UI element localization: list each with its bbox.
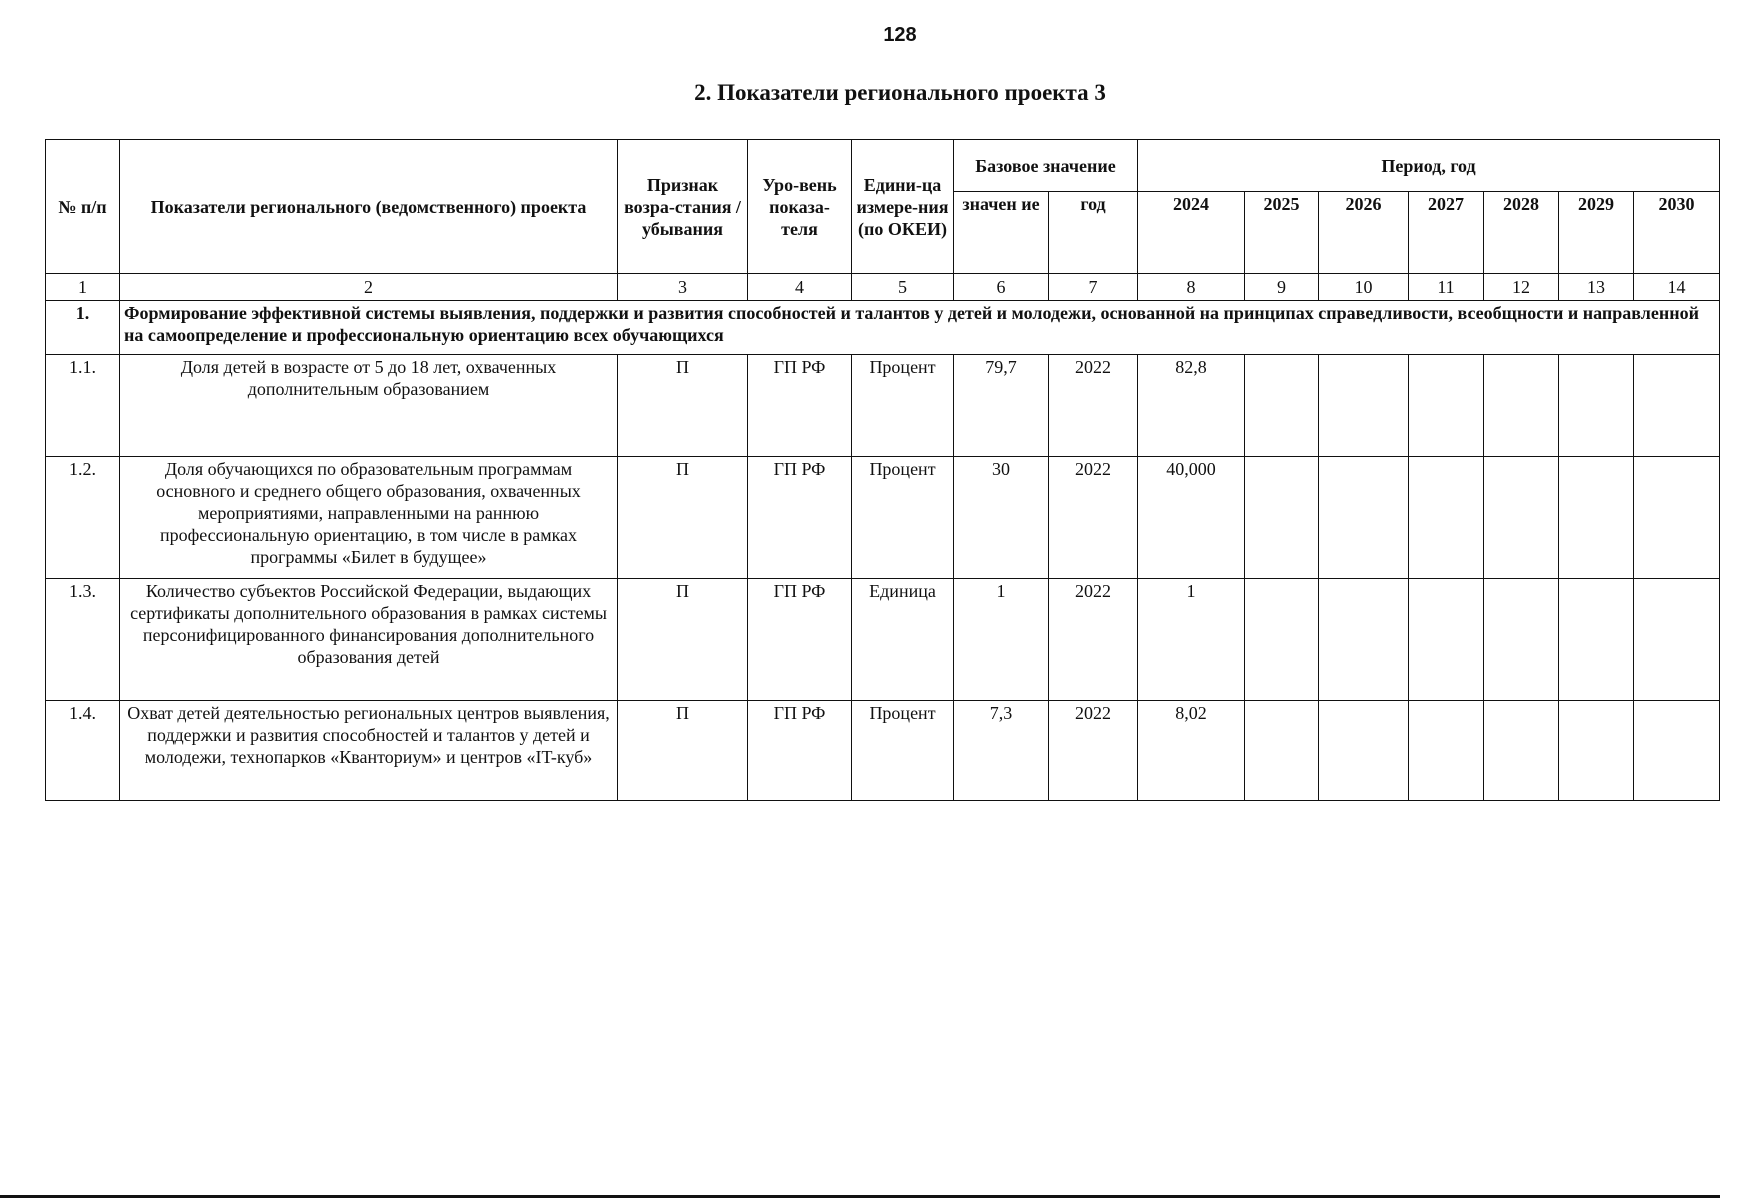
column-number: 5	[852, 274, 954, 301]
row-value-2026	[1319, 457, 1409, 579]
row-value-2027	[1409, 701, 1484, 801]
row-value-2025	[1245, 579, 1319, 701]
row-value-2026	[1319, 355, 1409, 457]
row-value-2027	[1409, 579, 1484, 701]
row-value-2030	[1634, 355, 1720, 457]
table-row	[46, 457, 1720, 579]
row-value-2030	[1634, 701, 1720, 801]
row-value-2029	[1559, 355, 1634, 457]
row-value-2025	[1245, 701, 1319, 801]
header-year: 2025	[1245, 192, 1319, 274]
table-row	[46, 355, 1720, 457]
column-number: 2	[120, 274, 618, 301]
row-level: ГП РФ	[748, 701, 852, 801]
row-sign: П	[618, 701, 748, 801]
row-sign: П	[618, 355, 748, 457]
row-base-value: 7,3	[954, 701, 1049, 801]
header-indicator: Показатели регионального (ведомственного) проекта	[120, 140, 618, 274]
row-value-2027	[1409, 355, 1484, 457]
row-unit: Процент	[852, 355, 954, 457]
header-row-top	[46, 140, 1720, 192]
row-base-value: 30	[954, 457, 1049, 579]
header-base-value: значен ие	[954, 192, 1049, 274]
row-value-2030	[1634, 457, 1720, 579]
column-number: 6	[954, 274, 1049, 301]
header-level: Уро-вень показа-теля	[748, 140, 852, 274]
document-title: 2. Показатели регионального проекта 3	[694, 80, 1106, 105]
column-number: 9	[1245, 274, 1319, 301]
column-number: 12	[1484, 274, 1559, 301]
row-value-2029	[1559, 701, 1634, 801]
row-base-year: 2022	[1049, 457, 1138, 579]
row-value-2026	[1319, 579, 1409, 701]
column-number: 14	[1634, 274, 1720, 301]
header-year: 2028	[1484, 192, 1559, 274]
row-value-2028	[1484, 457, 1559, 579]
section-num: 1.	[46, 301, 120, 355]
column-number: 1	[46, 274, 120, 301]
row-value-2029	[1559, 579, 1634, 701]
column-number: 7	[1049, 274, 1138, 301]
row-unit: Процент	[852, 701, 954, 801]
header-unit: Едини-ца измере-ния (по ОКЕИ)	[852, 140, 954, 274]
table-row	[46, 701, 1720, 801]
row-base-year: 2022	[1049, 355, 1138, 457]
column-number: 4	[748, 274, 852, 301]
row-indicator: Охват детей деятельностью региональных центров выявления, поддержки и развития способностей и талантов у детей и молодежи, технопарков «Кванториум» и центров «IT-куб»	[120, 701, 618, 801]
section-text: Формирование эффективной системы выявления, поддержки и развития способностей и талантов у детей и молодежи, основанной на принципах справедливости, всеобщности и направленной на самоопределение и профессиональную ориентацию всех обучающихся	[120, 301, 1720, 355]
row-base-year: 2022	[1049, 701, 1138, 801]
row-indicator: Количество субъектов Российской Федерации, выдающих сертификаты дополнительного образования в рамках системы персонифицированного финансирования дополнительного образования детей	[120, 579, 618, 701]
indicators-table	[45, 139, 1720, 801]
section-row	[46, 301, 1720, 355]
row-base-year: 2022	[1049, 579, 1138, 701]
header-base-group: Базовое значение	[954, 140, 1138, 192]
row-value-2027	[1409, 457, 1484, 579]
page-number: 128	[883, 24, 917, 46]
row-value-2024: 82,8	[1138, 355, 1245, 457]
header-year: 2030	[1634, 192, 1720, 274]
table-row	[46, 579, 1720, 701]
column-number: 8	[1138, 274, 1245, 301]
row-value-2026	[1319, 701, 1409, 801]
row-level: ГП РФ	[748, 579, 852, 701]
row-indicator: Доля детей в возрасте от 5 до 18 лет, охваченных дополнительным образованием	[120, 355, 618, 457]
row-value-2028	[1484, 701, 1559, 801]
row-indicator: Доля обучающихся по образовательным программам основного и среднего общего образования, охваченных мероприятиями, направленными на раннюю профессиональную ориентацию, в том числе в рамках программы «Билет в будущее»	[120, 457, 618, 579]
row-unit: Процент	[852, 457, 954, 579]
column-number: 13	[1559, 274, 1634, 301]
row-value-2025	[1245, 457, 1319, 579]
header-year: 2029	[1559, 192, 1634, 274]
row-value-2024: 8,02	[1138, 701, 1245, 801]
row-value-2028	[1484, 579, 1559, 701]
row-value-2029	[1559, 457, 1634, 579]
row-value-2025	[1245, 355, 1319, 457]
page-bottom-divider	[0, 1195, 1720, 1198]
header-year: 2027	[1409, 192, 1484, 274]
header-num: № п/п	[46, 140, 120, 274]
header-year: 2024	[1138, 192, 1245, 274]
column-number: 10	[1319, 274, 1409, 301]
header-sign: Признак возра-стания / убывания	[618, 140, 748, 274]
row-sign: П	[618, 457, 748, 579]
row-base-value: 79,7	[954, 355, 1049, 457]
row-value-2028	[1484, 355, 1559, 457]
column-number: 3	[618, 274, 748, 301]
row-num: 1.4.	[46, 701, 120, 801]
row-unit: Единица	[852, 579, 954, 701]
row-value-2024: 1	[1138, 579, 1245, 701]
row-value-2024: 40,000	[1138, 457, 1245, 579]
row-level: ГП РФ	[748, 355, 852, 457]
row-num: 1.2.	[46, 457, 120, 579]
column-number: 11	[1409, 274, 1484, 301]
header-year: 2026	[1319, 192, 1409, 274]
header-period-group: Период, год	[1138, 140, 1720, 192]
header-base-year: год	[1049, 192, 1138, 274]
row-num: 1.3.	[46, 579, 120, 701]
row-value-2030	[1634, 579, 1720, 701]
row-sign: П	[618, 579, 748, 701]
row-level: ГП РФ	[748, 457, 852, 579]
row-base-value: 1	[954, 579, 1049, 701]
column-number-row	[46, 274, 1720, 301]
row-num: 1.1.	[46, 355, 120, 457]
